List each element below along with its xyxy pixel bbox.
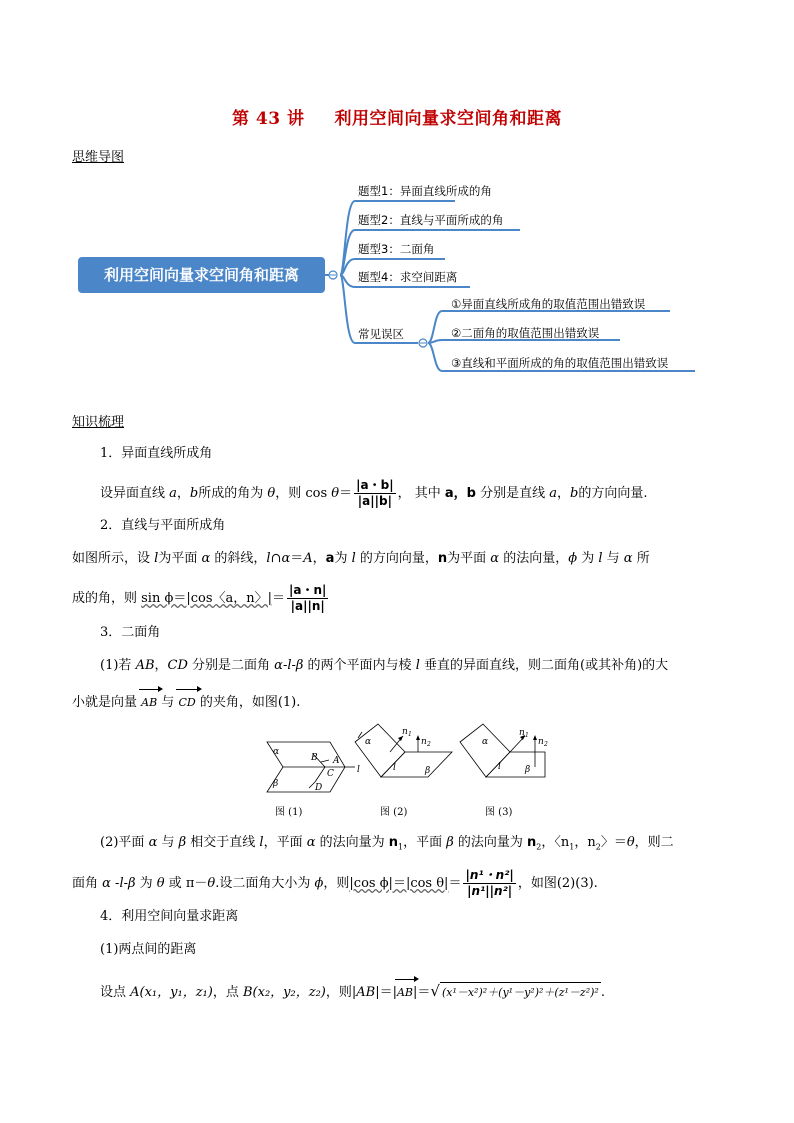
- paragraph: 如图所示，设 l为平面 α 的斜线，l∩α＝A，a为 l 的方向向量，n为平面 α 的法向量，ϕ 为 l 与 α 所: [72, 551, 650, 566]
- svg-text:B: B: [311, 753, 318, 763]
- mindmap-root: 利用空间向量求空间角和距离: [78, 257, 325, 293]
- svg-text:2: 2: [544, 741, 548, 748]
- lecture-number: 第 43 讲: [232, 109, 305, 129]
- svg-text:α: α: [365, 737, 372, 747]
- svg-text:n: n: [519, 728, 525, 738]
- svg-text:l: l: [357, 765, 360, 775]
- paragraph: 面角 α -l-β 为 θ 或 π－θ.设二面角大小为 ϕ，则|cos ϕ|＝|cos θ|＝ $\frac{\text{|n¹・n²|}}{\text{|n¹||n²|}}$ ，如图(2)(3).: [72, 868, 598, 898]
- dihedral-figures: [255, 722, 555, 822]
- svg-text:n: n: [421, 737, 427, 747]
- section-title: 1．异面直线所成角: [100, 446, 213, 461]
- page-title: [0, 104, 794, 129]
- paragraph: 设点 A(x₁，y₁，z₁)，点 B(x₂，y₂，z₂)，则|AB|＝|AB|＝√ (x¹－x²)²＋(y¹－y²)²＋(z¹－z²)² .: [100, 977, 605, 1003]
- svg-text:图 (3): 图 (3): [485, 807, 513, 818]
- mindmap-mistake: ③直线和平面所成的角的取值范围出错致误: [451, 356, 669, 370]
- paragraph: 小就是向量 AB 与 CD 的夹角，如图(1).: [72, 687, 300, 713]
- svg-text:D: D: [315, 783, 323, 793]
- mindmap-branch: 题型3：二面角: [358, 242, 435, 256]
- svg-text:n: n: [402, 727, 408, 737]
- mindmap-branch: 常见误区: [358, 327, 404, 341]
- section-title: 4．利用空间向量求距离: [100, 909, 239, 924]
- section-title: 3．二面角: [100, 625, 161, 640]
- svg-text:C: C: [327, 769, 334, 779]
- lecture-topic: 利用空间向量求空间角和距离: [334, 109, 562, 129]
- paragraph: (2)平面 α 与 β 相交于直线 l，平面 α 的法向量为 $n_1$，平面 β 的法向量为 $n_2$，〈$n_1$，$n_2$〉＝θ，则二: [100, 835, 674, 852]
- mindmap-mistake: ①异面直线所成角的取值范围出错致误: [451, 297, 646, 311]
- paragraph: 设异面直线 a，b所成的角为 θ，则 cos θ＝ $\frac{|a・b|}{|a||b|}$ ， 其中 a，b 分别是直线 a，b的方向向量.: [100, 478, 648, 508]
- vector-CD: CD: [178, 687, 195, 713]
- svg-text:1: 1: [408, 731, 412, 738]
- fraction: $\frac{|a・b|}{|a||b|}$: [356, 478, 394, 508]
- vector-AB: AB: [141, 687, 157, 713]
- paragraph: 成的角，则 sin ϕ＝|cos〈a，n〉|＝ $\frac{|a・n|}{|a||n|}$: [72, 583, 327, 613]
- svg-text:β: β: [425, 766, 431, 776]
- svg-text:A: A: [333, 756, 340, 766]
- mindmap-branch: 题型2：直线与平面所成的角: [358, 213, 504, 227]
- section-title: 2．直线与平面所成角: [100, 518, 226, 533]
- svg-text:α: α: [273, 747, 280, 757]
- svg-text:β: β: [525, 765, 531, 775]
- svg-text:n: n: [538, 737, 544, 747]
- svg-text:β: β: [273, 779, 279, 789]
- mindmap-heading: 思维导图: [72, 150, 125, 165]
- svg-text:图 (2): 图 (2): [380, 807, 408, 818]
- knowledge-heading: 知识梳理: [72, 415, 125, 430]
- svg-text:l: l: [393, 763, 396, 773]
- mindmap-branch: 题型4：求空间距离: [358, 270, 458, 284]
- fraction: $\frac{\text{|n¹・n²|}}{\text{|n¹||n²|}}$: [465, 868, 514, 898]
- paragraph: (1)若 AB，CD 分别是二面角 α-l-β 的两个平面内与棱 l 垂直的异面直线，则二面角(或其补角)的大: [100, 658, 669, 673]
- svg-text:2: 2: [427, 741, 431, 748]
- subsection-title: (1)两点间的距离: [100, 942, 197, 957]
- svg-text:图 (1): 图 (1): [275, 807, 303, 818]
- svg-text:α: α: [482, 737, 489, 747]
- fraction: $\frac{|a・n|}{|a||n|}$: [289, 583, 327, 613]
- mindmap-branch: 题型1：异面直线所成的角: [358, 184, 492, 198]
- svg-text:1: 1: [525, 732, 529, 739]
- vector-AB: AB: [397, 977, 413, 1003]
- svg-text:l: l: [498, 762, 501, 772]
- mindmap-mistake: ②二面角的取值范围出错致误: [451, 326, 600, 340]
- sqrt-expression: (x¹－x²)²＋(y¹－y²)²＋(z¹－z²)²: [440, 982, 601, 1003]
